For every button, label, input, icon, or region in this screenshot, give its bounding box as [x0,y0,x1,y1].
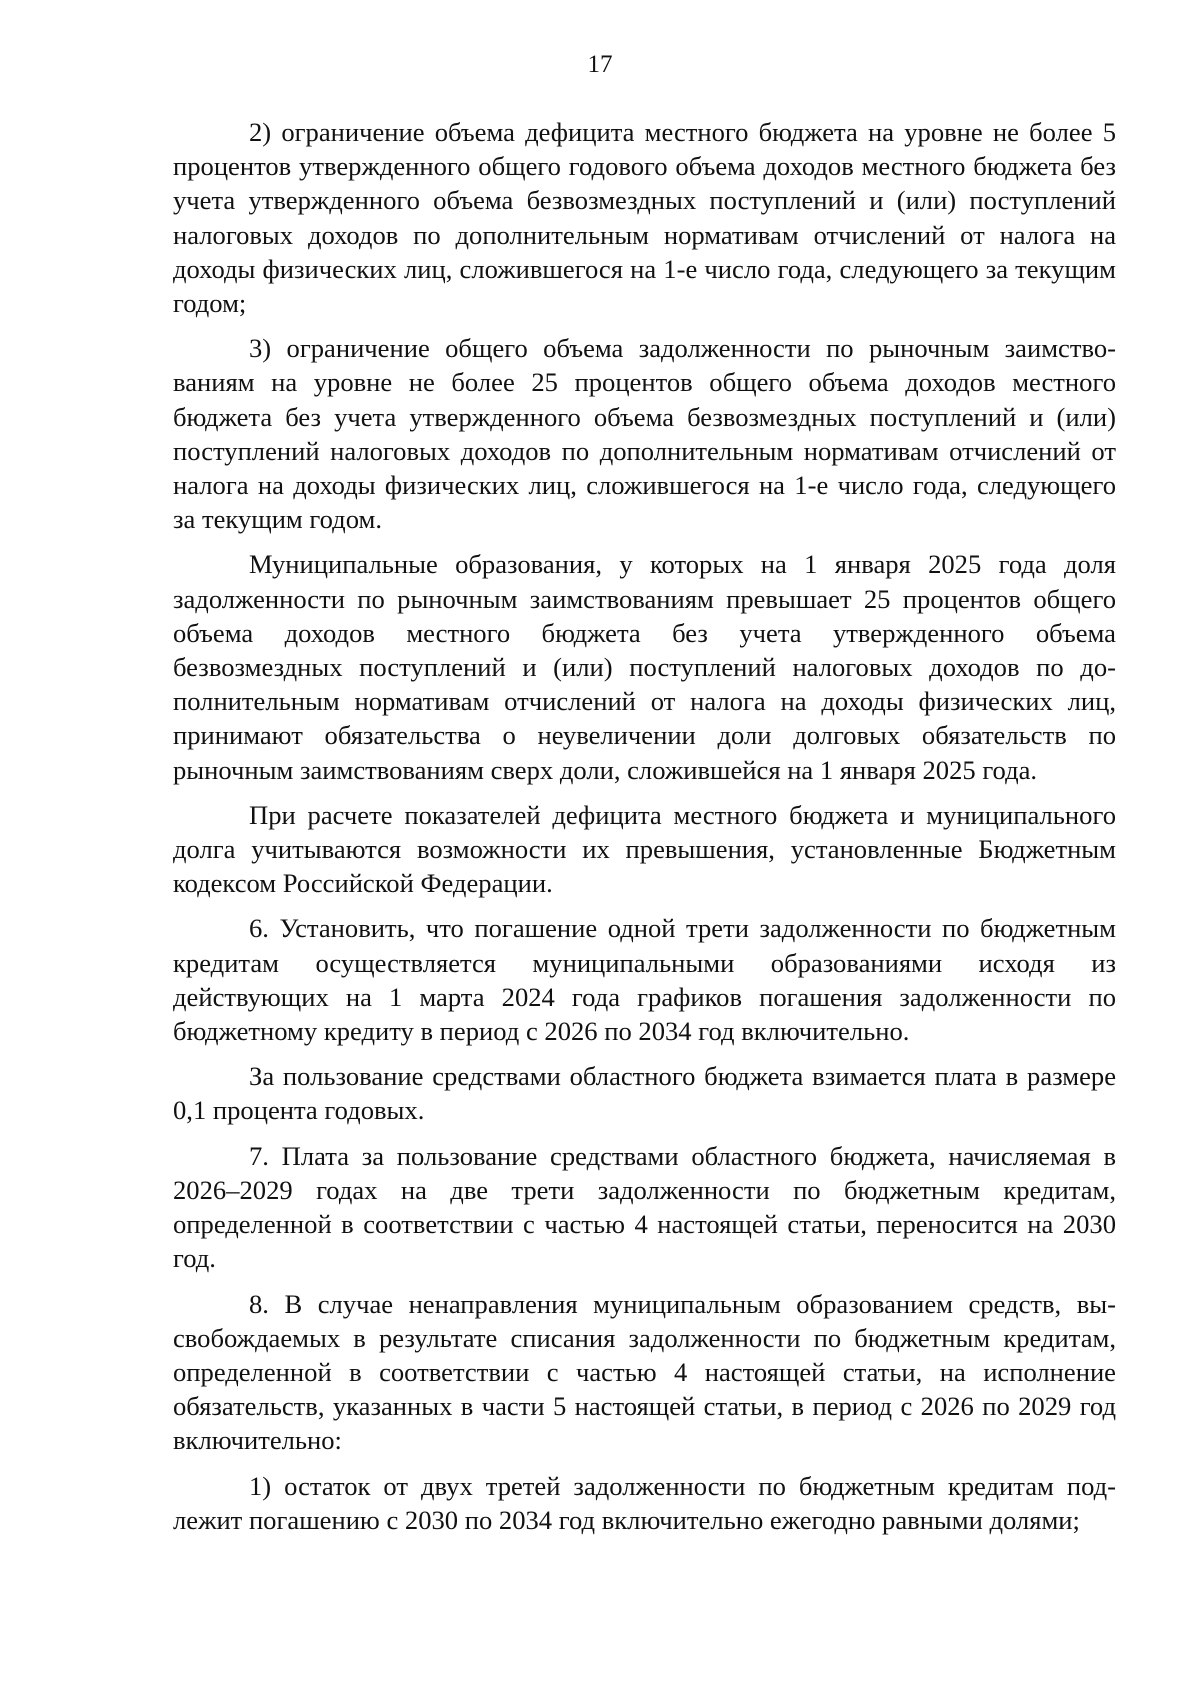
paragraph-part-6-repayment: 6. Установить, что погашение одной трети задолженности по бюджетным кредитам осуществляется муниципальными образованиями исходя из действующих на 1 марта 2024 года графиков погашения задолженности по бюджетному кредиту в период с 2026 по 2034 год включительно. [173,913,1116,1047]
page-number: 17 [587,51,613,78]
paragraph-municipal-obligations: Муниципальные образования, у которых на 1 января 2025 года доля задолженности по рыночным заимствованиям превышает 25 процентов общего объема доходов местного бюджета без учета утвержденного объема безвозмездных поступлений и (или) поступлений налоговых доходов по дополнительным нормативам отчислений от налога на доходы физических лиц, принимают обязательства о неувеличении доли долговых обязательств по рыночным заимствованиям сверх доли, сложившейся на 1 января 2025 года. [173,549,1116,785]
document-body [173,115,1116,1548]
paragraph-item-1-remaining-debt: 1) остаток от двух третей задолженности по бюджетным кредитам подлежит погашению с 2030 по 2034 год включительно ежегодно равными долями; [173,1470,1116,1535]
paragraph-fee-rate: За пользование средствами областного бюджета взимается плата в размере 0,1 процента годовых. [173,1061,1116,1126]
paragraph-item-3-debt-limit: 3) ограничение общего объема задолженности по рыночным заимствованиям на уровне не более 25 процентов общего объема доходов местного бюджета без учета утвержденного объема безвозмездных поступлений и (или) поступлений налоговых доходов по дополнительным нормативам отчислений от налога на доходы физических лиц, сложившегося на 1-е число года, следующего за текущим годом. [173,333,1116,535]
paragraph-part-7-fee-deferral: 7. Плата за пользование средствами областного бюджета, начисляемая в 2026–2029 годах на две трети задолженности по бюджетным кредитам, определенной в соответствии с частью 4 настоящей статьи, переносится на 2030 год. [173,1140,1116,1274]
paragraph-item-2-deficit-limit: 2) ограничение объема дефицита местного бюджета на уровне не более 5 процентов утвержденного общего годового объема доходов местного бюджета без учета утвержденного объема безвозмездных поступлений и (или) поступлений налоговых доходов по дополнительным нормативам отчислений от налога на доходы физических лиц, сложившегося на 1-е число года, следующего за текущим годом; [173,117,1116,319]
paragraph-deficit-calculation: При расчете показателей дефицита местного бюджета и муниципального долга учитываются возможности их превышения, установленные Бюджетным кодексом Российской Федерации. [173,799,1116,899]
paragraph-part-8-conditions: 8. В случае ненаправления муниципальным образованием средств, высвобождаемых в результате списания задолженности по бюджетным кредитам, определенной в соответствии с частью 4 настоящей статьи, на исполнение обязательств, указанных в части 5 настоящей статьи, в период с 2026 по 2029 год включительно: [173,1288,1116,1456]
